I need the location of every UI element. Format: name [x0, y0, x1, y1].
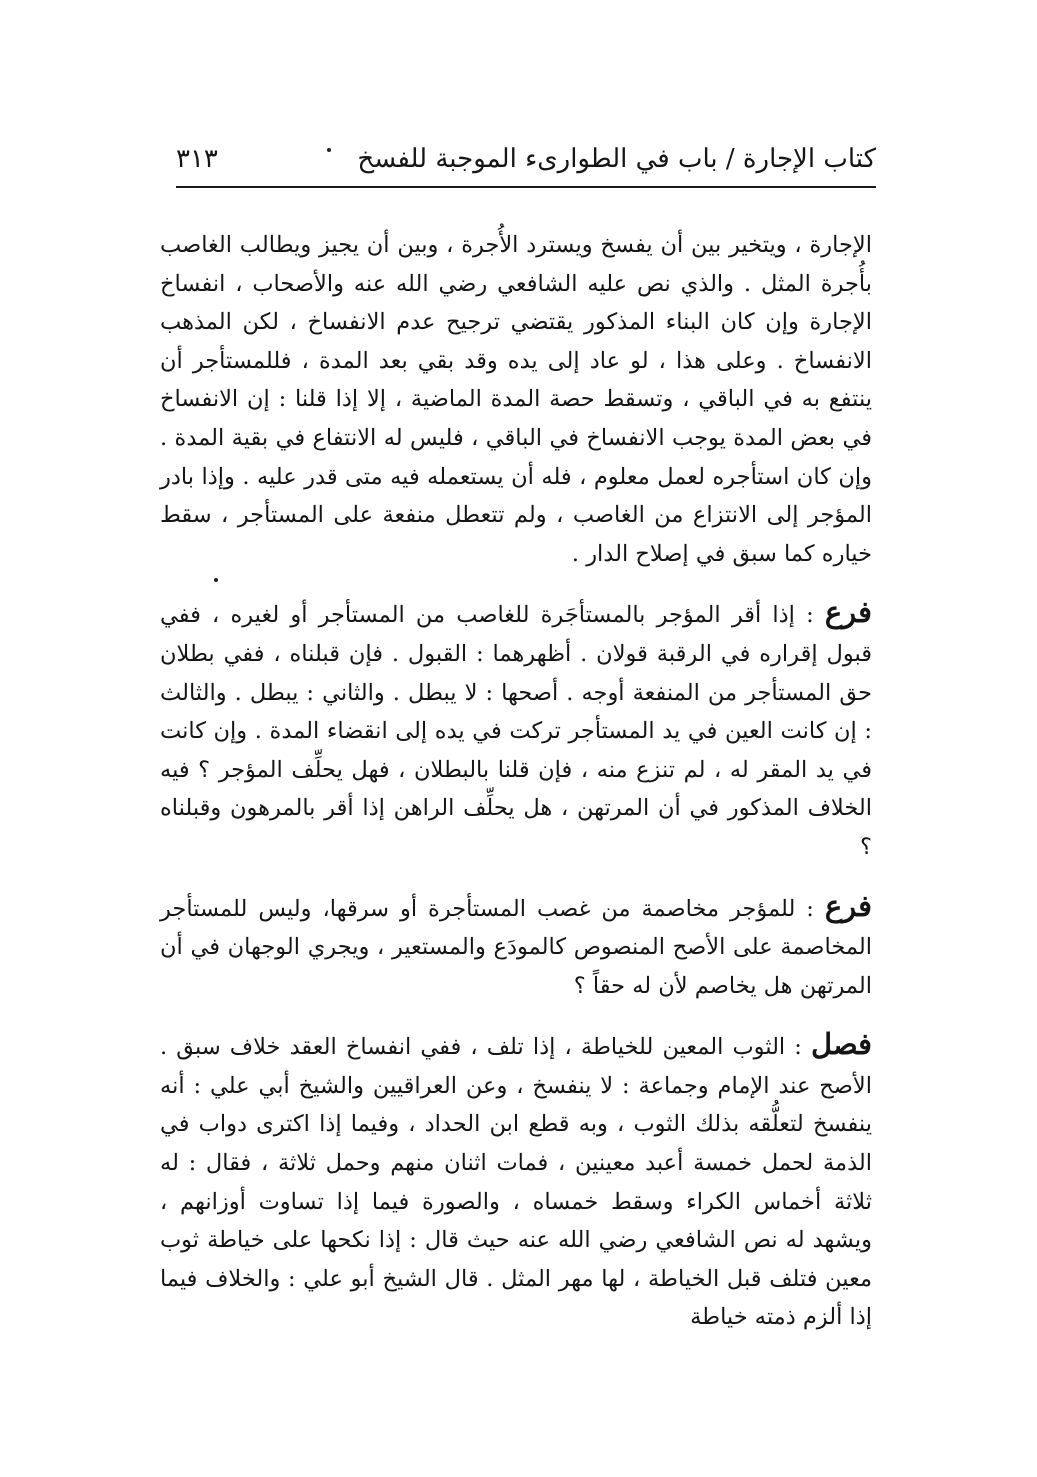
running-header [176, 138, 876, 182]
section-far-1 [160, 593, 872, 866]
header-rule [176, 186, 876, 188]
paragraph-text: : للمؤجر مخاصمة من غصب المستأجرة أو سرقها، وليس للمستأجر المخاصمة على الأصح المنصوص كالمودَع والمستعير ، ويجري الوجهان في أن المرتهن هل يخاصم لأن له حقاً ؟ [160, 895, 872, 999]
running-title: كتاب الإجارة / باب في الطوارىء الموجبة للفسخ [357, 144, 876, 174]
main-text [160, 226, 872, 1337]
paragraph-text: : إذا أقر المؤجر بالمستأجَرة للغاصب من المستأجر أو لغيره ، ففي قبول إقراره في الرقبة قولان . أظهرهما : القبول . فإن قبلناه ، ففي بطلان حق المستأجر من المنفعة أوجه . أصحها : لا يبطل . والثاني : يبطل . والثالث : إن كانت العين في يد المستأجر تركت في يده إلى انقضاء المدة . وإن كانت في يد المقر له ، لم تنزع منه ، فإن قلنا بالبطلان ، فهل يحلِّف المؤجر ؟ فيه الخلاف المذكور في أن المرتهن ، هل يحلِّف الراهن إذا أقر بالمرهون وقبلناه ؟ [160, 602, 872, 860]
fasl-heading: فصل [811, 1027, 872, 1062]
paragraph-text: : الثوب المعين للخياطة ، إذا تلف ، ففي انفساخ العقد خلاف سبق . الأصح عند الإمام وجماعة : لا ينفسخ ، وعن العراقيين والشيخ أبي علي : أنه ينفسخ لتعلُّقه بذلك الثوب ، وبه قطع ابن الحداد ، وفيما إذا اكترى دواب في الذمة لحمل خمسة أعبد معينين ، فمات اثنان منهم وحمل ثلاثة ، فقال : له ثلاثة أخماس الكراء وسقط خمساه ، والصورة فيما إذا تساوت أوزانهم ، ويشهد له نص الشافعي رضي الله عنه حيث قال : إذا نكحها على خياطة ثوب معين فتلف قبل الخياطة ، لها مهر المثل . قال الشيخ أبو علي : والخلاف فيما إذا ألزم ذمته خياطة [160, 1034, 872, 1331]
page-number: ٣١٣ [176, 144, 218, 174]
paragraph-continuation [160, 226, 872, 573]
far-heading: فرع [824, 888, 872, 923]
paragraph-text: الإجارة ، ويتخير بين أن يفسخ ويسترد الأُجرة ، وبين أن يجيز ويطالب الغاصب بأُجرة المثل . والذي نص عليه الشافعي رضي الله عنه والأصحاب ، انفساخ الإجارة وإن كان البناء المذكور يقتضي ترجيح عدم الانفساخ ، لكن المذهب الانفساخ . وعلى هذا ، لو عاد إلى يده وقد بقي بعد المدة ، فللمستأجر أن ينتفع به في الباقي ، وتسقط حصة المدة الماضية ، إلا إذا قلنا : إن الانفساخ في بعض المدة يوجب الانفساخ في الباقي ، فليس له الانتفاع في بقية المدة . وإن كان استأجره لعمل معلوم ، فله أن يستعمله فيه متى قدر عليه . وإذا بادر المؤجر إلى الانتزاع من الغاصب ، ولم تتعطل منفعة على المستأجر ، سقط خياره كما سبق في إصلاح الدار . [160, 232, 872, 567]
far-heading: فرع [824, 595, 872, 630]
section-far-2 [160, 887, 872, 1006]
section-fasl [160, 1025, 872, 1337]
ink-speck [327, 148, 331, 152]
